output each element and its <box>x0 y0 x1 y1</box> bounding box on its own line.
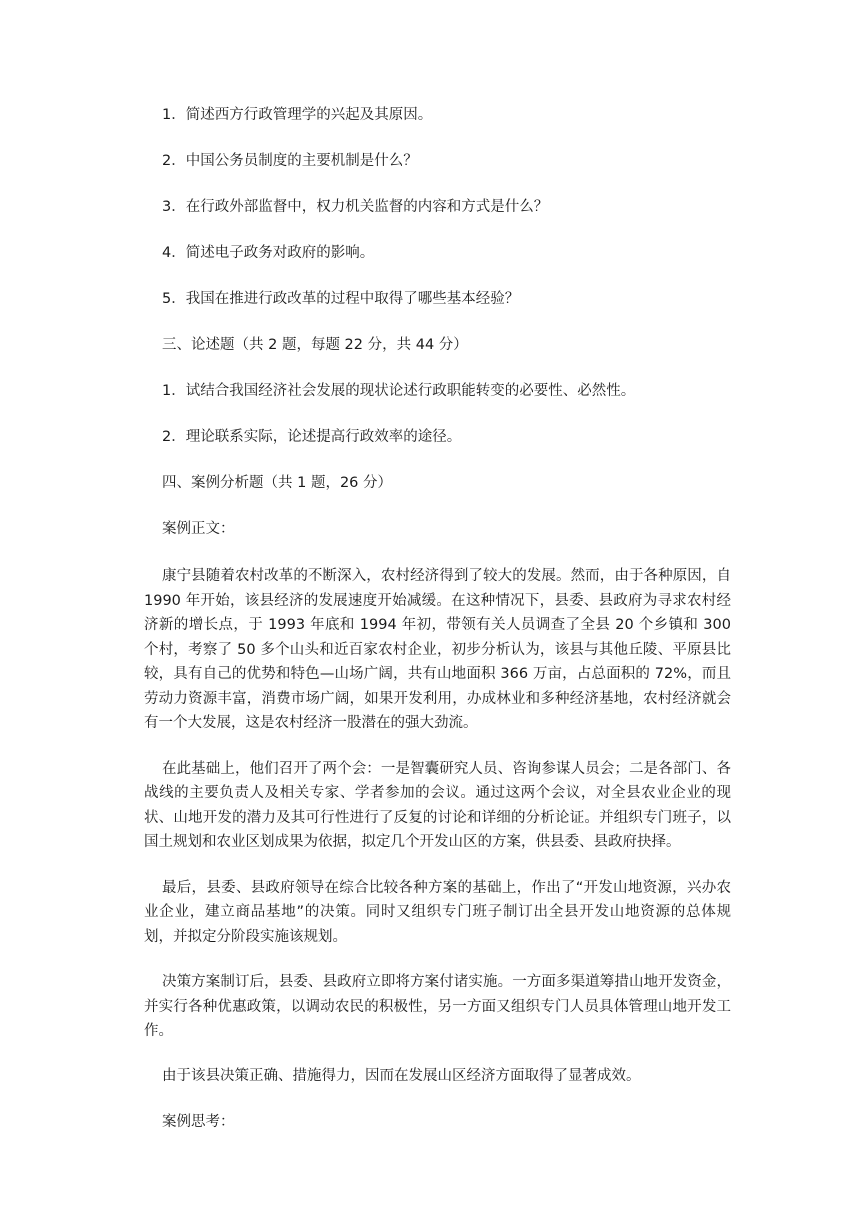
case-paragraph-4: 决策方案制订后，县委、县政府立即将方案付诸实施。一方面多渠道筹措山地开发资金，并实行各种优惠政策，以调动农民的积极性，另一方面又组织专门人员具体管理山地开发工作。 <box>144 974 731 1039</box>
case-thinking-label: 案例思考： <box>162 1113 235 1130</box>
essay-section-heading: 三、论述题（共 2 题，每题 22 分，共 44 分） <box>162 337 468 353</box>
short-question-2: 2．中国公务员制度的主要机制是什么？ <box>162 153 418 169</box>
case-paragraph-3: 最后，县委、县政府领导在综合比较各种方案的基础上，作出了“开发山地资源，兴办农业企业，建立商品基地”的决策。同时又组织专门班子制订出全县开发山地资源的总体规划，并拟定分阶段实施该规划。 <box>144 879 731 945</box>
essay-question-1: 1．试结合我国经济社会发展的现状论述行政职能转变的必要性、必然性。 <box>162 383 636 399</box>
case-section-heading: 四、案例分析题（共 1 题，26 分） <box>162 475 393 491</box>
short-question-4: 4．简述电子政务对政府的影响。 <box>162 245 375 261</box>
case-paragraph-1: 康宁县随着农村改革的不断深入，农村经济得到了较大的发展。然而，由于各种原因，自 1990 年开始，该县经济的发展速度开始减缓。在这种情况下，县委、县政府为寻求农村经济新的增长点，于 1993 年底和 1994 年初，带领有关人员调查了全县 20 个乡镇和 300 个村，考察了 50 多个山头和近百家农村企业，初步分析认为，该县与其他丘陵、平原县比较，具有自己的优势和特色—山场广阔，共有山地面积 366 万亩，占总面积的 72%，而且劳动力资源丰富，消费市场广阔，如果开发利用，办成林业和多种经济基地，农村经济就会有一个大发展，这是农村经济一股潜在的强大劲流。 <box>144 568 731 731</box>
short-question-1: 1．简述西方行政管理学的兴起及其原因。 <box>162 107 433 123</box>
case-paragraph-2: 在此基础上，他们召开了两个会：一是智囊研究人员、咨询参谋人员会；二是各部门、各战线的主要负责人及相关专家、学者参加的会议。通过这两个会议，对全县农业企业的现状、山地开发的潜力及其可行性进行了反复的讨论和详细的分析论证。并组织专门班子，以国土规划和农业区划成果为依据，拟定几个开发山区的方案，供县委、县政府抉择。 <box>144 760 731 850</box>
case-text-label: 案例正文： <box>162 521 235 537</box>
case-conclusion: 由于该县决策正确、措施得力，因而在发展山区经济方面取得了显著成效。 <box>162 1067 641 1084</box>
short-question-3: 3．在行政外部监督中，权力机关监督的内容和方式是什么？ <box>162 199 549 215</box>
essay-question-2: 2．理论联系实际，论述提高行政效率的途径。 <box>162 429 462 445</box>
short-question-5: 5．我国在推进行政改革的过程中取得了哪些基本经验？ <box>162 291 520 307</box>
